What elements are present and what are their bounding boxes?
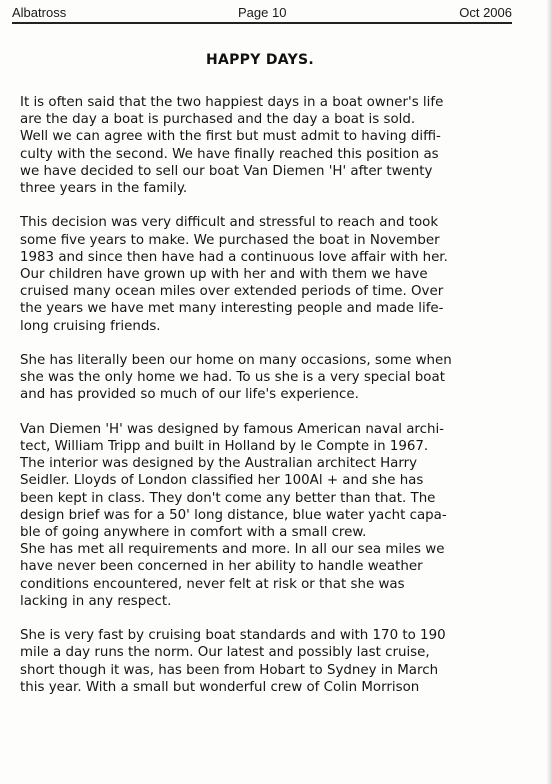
header-page-number: Page 10 <box>238 5 287 20</box>
text-line: 1983 and since then have had a continuous love affair with her. <box>20 249 448 265</box>
text-line: design brief was for a 50' long distance, blue water yacht capa- <box>20 507 447 523</box>
text-line: ble of going anywhere in comfort with a small crew. <box>20 525 367 541</box>
header-date: Oct 2006 <box>459 5 512 20</box>
text-line: short though it was, has been from Hobart to Sydney in March <box>20 662 439 678</box>
text-line: This decision was very difficult and stressful to reach and took <box>20 215 439 231</box>
text-line: Van Diemen 'H' was designed by famous American naval archi- <box>20 421 445 437</box>
text-line: mile a day runs the norm. Our latest and possibly last cruise, <box>20 645 430 661</box>
text-line: we have decided to sell our boat Van Diemen 'H' after twenty <box>20 163 433 179</box>
text-line: and has provided so much of our life's experience. <box>20 387 359 403</box>
text-line: lacking in any respect. <box>20 593 172 609</box>
page-header <box>12 4 512 24</box>
scan-edge <box>546 0 552 784</box>
text-line: this year. With a small but wonderful crew of Colin Morrison <box>20 679 420 695</box>
text-line: tect, William Tripp and built in Holland by le Compte in 1967. <box>20 439 429 455</box>
text-line: the years we have met many interesting people and made life- <box>20 301 444 317</box>
text-line: long cruising friends. <box>20 318 161 334</box>
text-line: conditions encountered, never felt at risk or that she was <box>20 576 405 592</box>
text-line: she was the only home we had. To us she is a very special boat <box>20 370 445 386</box>
header-publication: Albatross <box>12 5 67 20</box>
text-line: Our children have grown up with her and with them we have <box>20 267 428 283</box>
article-paragraph <box>20 352 520 404</box>
article-paragraph <box>20 214 520 334</box>
article-paragraph <box>20 627 520 696</box>
text-line: Seidler. Lloyds of London classified her 100Al + and she has <box>20 473 424 489</box>
text-line: culty with the second. We have finally reached this position as <box>20 146 439 162</box>
text-line: cruised many ocean miles over extended periods of time. Over <box>20 284 444 300</box>
article-paragraph <box>20 421 520 610</box>
text-line: been kept in class. They don't come any better than that. The <box>20 490 436 506</box>
text-line: She has met all requirements and more. In all our sea miles we <box>20 542 445 558</box>
article-title: HAPPY DAYS. <box>205 52 315 68</box>
text-line: It is often said that the two happiest days in a boat owner's life <box>20 95 444 110</box>
text-line: She has literally been our home on many occasions, some when <box>20 353 452 369</box>
text-line: Well we can agree with the first but must admit to having diffi- <box>20 129 441 145</box>
article-body <box>20 94 520 713</box>
header-rule <box>12 22 512 24</box>
text-line: She is very fast by cruising boat standards and with 170 to 190 <box>20 628 446 644</box>
text-line: have never been concerned in her ability to handle weather <box>20 559 423 575</box>
text-line: The interior was designed by the Australian architect Harry <box>20 456 418 472</box>
text-line: are the day a boat is purchased and the day a boat is sold. <box>20 112 416 128</box>
article-paragraph <box>20 94 520 197</box>
text-line: three years in the family. <box>20 181 188 197</box>
text-line: some five years to make. We purchased the boat in November <box>20 232 440 248</box>
